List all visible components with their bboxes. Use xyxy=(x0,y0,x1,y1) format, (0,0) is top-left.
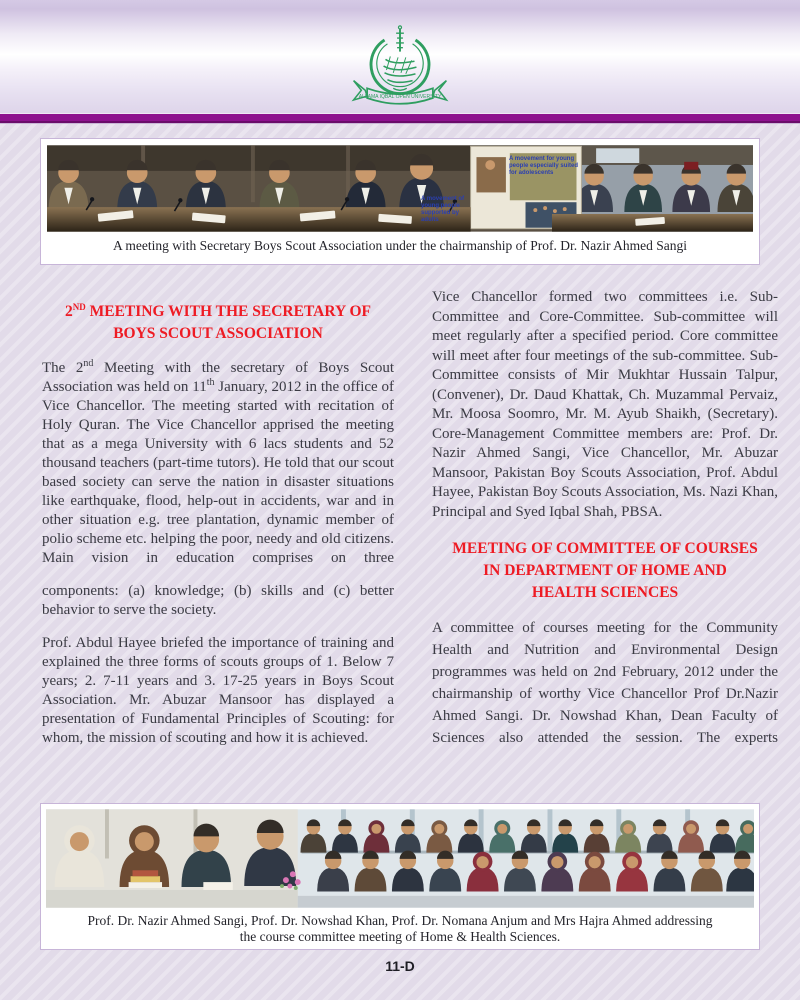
logo-banner-text: ALLAMA IQBAL OPEN UNIVERSITY xyxy=(358,94,442,101)
top-photo-scene xyxy=(47,144,753,233)
scout-article-heading xyxy=(42,296,394,345)
scout-paragraph-1 xyxy=(42,359,394,568)
p1-sup1: nd xyxy=(83,358,94,370)
courses-article-heading: MEETING OF COMMITTEE OF COURSES IN DEPARTMENT OF HOME AND HEALTH SCIENCES xyxy=(452,540,758,601)
bottom-caption-line2: the course committee meeting of Home & Health Sciences. xyxy=(239,929,561,944)
scout-paragraph-2: components: (a) knowledge; (b) skills and (c) better behavior to serve the society. xyxy=(42,583,394,619)
heading-ordinal: ND xyxy=(72,302,86,312)
slide-bullet-2: A movement of young people supported by adults xyxy=(421,196,465,223)
bottom-photo-caption xyxy=(41,913,759,945)
header-band xyxy=(0,0,800,113)
page-number: 11-D xyxy=(385,958,415,974)
heading-line2: BOYS SCOUT ASSOCIATION xyxy=(113,325,323,343)
heading-num: 2 xyxy=(64,303,73,321)
bottom-photo-card xyxy=(40,803,760,950)
bottom-photo xyxy=(46,809,754,908)
article-scout-column xyxy=(42,296,394,762)
top-photo xyxy=(47,144,753,233)
slide-bullet-1: A movement for young people especially suited for adolescents xyxy=(509,156,579,176)
courses-paragraph-1: A committee of courses meeting for the Community Health and Nutrition and Environmental Design programmes was held on 2nd February, 2012 under the chairmanship of worthy Vice Chancellor Prof Dr.Nazir Ahmed Sangi. Dr. Nowshad Khan, Dean Faculty of Sciences also attended the session. The experts xyxy=(432,620,778,746)
top-photo-caption: A meeting with Secretary Boys Scout Association under the chairmanship of Prof. Dr. Nazir Ahmed Sangi xyxy=(112,238,688,253)
heading-line1: MEETING WITH THE SECRETARY OF xyxy=(85,303,371,321)
top-photo-card xyxy=(40,138,760,265)
aiou-emblem-icon xyxy=(342,24,458,114)
article-right-column xyxy=(432,288,778,763)
bottom-photo-scene xyxy=(46,809,754,908)
divider-bar xyxy=(0,113,800,124)
p1-seg3: January, 2012 in the office of Vice Chancellor. The meeting started with recitation of Holy Quran. The Vice Chancellor apprised the meeting that as a mega University with 6 lacs students and 52 thousand teachers (part-time tutors). He told that our scout based society can serve the nation in disaster situations like earthquake, flood, help-out in accidents, war and in other situation e.g. tree plantation, dynamic member of polio scheme etc. helping the poor, needy and old citizens. Main vision in education comprises on three xyxy=(42,379,395,567)
scout-paragraph-4: Vice Chancellor formed two committees i.e. Sub-Committee and Core-Committee. Sub-committee will meet regularly after a specified period. Core committee will meet after four meetings of the sub-committee. Sub-Committee consists of Mir Mukhtar Hussain Talpur, (Convener), Dr. Daud Khattak, Ch. Muzammal Pervaiz, Mr. Moosa Soomro, Mr. M. Ayub Shaikh, (Secretary). Core-Management Committee members are: Prof. Dr. Nazir Ahmed Sangi, Vice Chancellor, Mr. Abuzar Mansoor, Pakistan Boy Scouts Association, Prof. Abdul Hayee, Pakistan Boy Scouts Association, Ms. Nazi Khan, Principal and Syed Iqbal Shah, PBSA. xyxy=(432,289,778,520)
p1-seg1: The 2 xyxy=(42,360,84,377)
p1-seg2: Meeting with the secretary of Boys Scout Association was held on 11 xyxy=(42,360,394,396)
bottom-caption-line1: Prof. Dr. Nazir Ahmed Sangi, Prof. Dr. Nowshad Khan, Prof. Dr. Nomana Anjum and Mrs Hajra Ahmed addressing xyxy=(87,913,713,928)
scout-paragraph-3: Prof. Abdul Hayee briefed the importance of training and explained the three forms of scouts groups of 1. Below 7 years; 2. 7-11 years and 3. 17-25 years in Boys Scout Association. Mr. Abuzar Mansoor has displayed a presentation of Fundamental Principles of Scouting: for whom, the mission of scouting and how it is achieved. xyxy=(42,635,394,747)
p1-sup2: th xyxy=(206,377,215,389)
